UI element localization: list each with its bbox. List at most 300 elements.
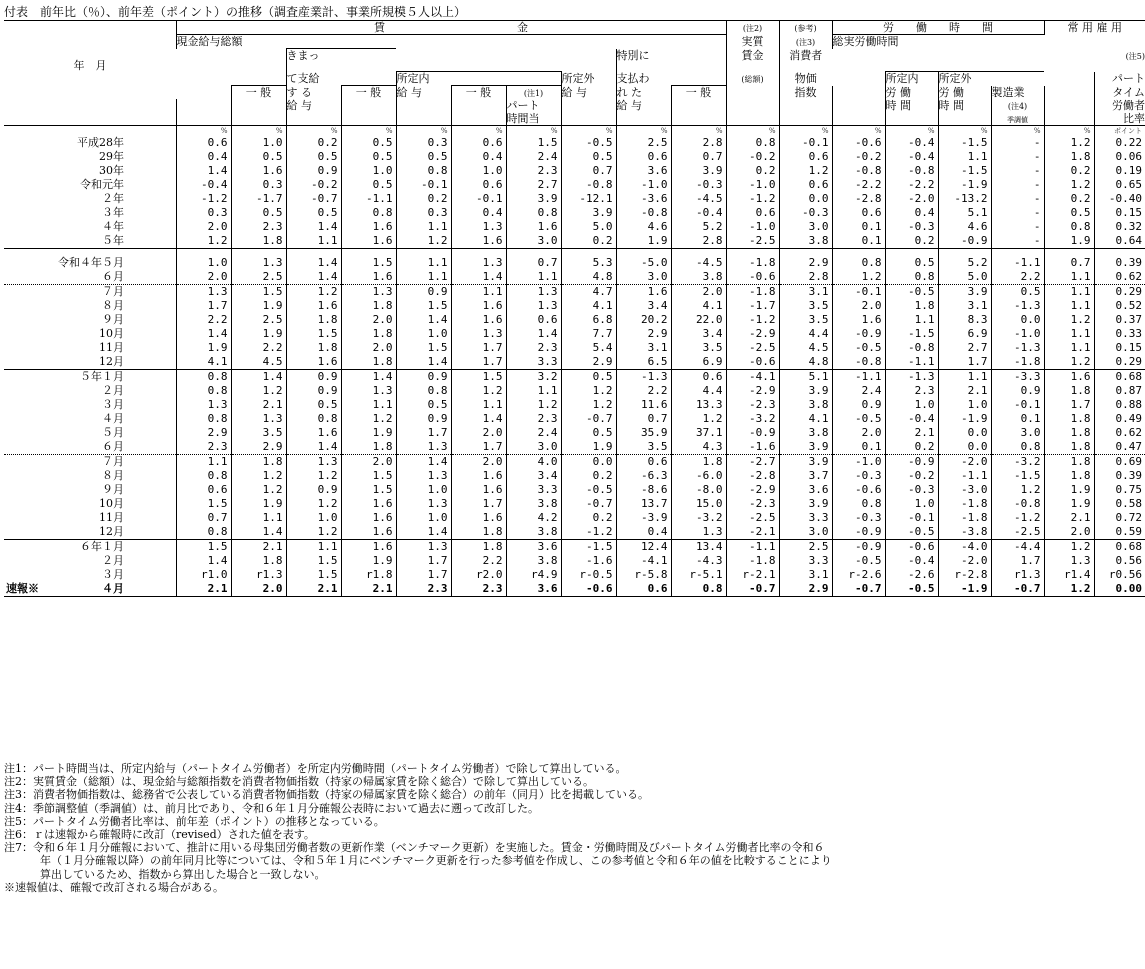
value-cell: 0.8 <box>1044 220 1094 234</box>
value-cell: 3.1 <box>616 341 671 355</box>
value-cell: r1.8 <box>341 568 396 582</box>
value-cell: 0.8 <box>176 370 231 385</box>
value-cell: 0.65 <box>1094 178 1145 192</box>
value-cell: 0.0 <box>938 426 991 440</box>
value-cell: 0.6 <box>726 206 779 220</box>
value-cell: -1.3 <box>991 299 1044 313</box>
value-cell: r1.4 <box>1044 568 1094 582</box>
value-cell: -0.3 <box>885 220 938 234</box>
ref-label: (参考) <box>779 21 832 35</box>
row-label <box>4 164 176 178</box>
value-cell: 0.2 <box>726 164 779 178</box>
value-cell: -3.2 <box>726 412 779 426</box>
value-cell: r0.56 <box>1094 568 1145 582</box>
value-cell: 5.4 <box>561 341 616 355</box>
value-cell: 0.2 <box>396 192 451 206</box>
value-cell: 0.9 <box>286 370 341 385</box>
value-cell: 2.3 <box>176 440 231 455</box>
value-cell: 0.5 <box>286 206 341 220</box>
row-period: ４月 <box>102 412 124 425</box>
value-cell: 1.2 <box>671 412 726 426</box>
value-cell: 2.5 <box>779 540 832 555</box>
value-cell: -1.5 <box>938 164 991 178</box>
value-cell: -0.5 <box>832 554 885 568</box>
value-cell: -1.8 <box>726 256 779 270</box>
value-cell: 1.5 <box>396 299 451 313</box>
value-cell: 3.0 <box>506 234 561 249</box>
value-cell: 0.7 <box>671 150 726 164</box>
value-cell: 2.0 <box>341 341 396 355</box>
value-cell: 0.64 <box>1094 234 1145 249</box>
value-cell: -1.8 <box>991 355 1044 370</box>
value-cell: -0.9 <box>832 525 885 540</box>
value-cell: -1.6 <box>561 554 616 568</box>
value-cell: 1.3 <box>176 285 231 300</box>
unit-cell: % <box>885 126 938 137</box>
value-cell: 2.4 <box>832 384 885 398</box>
general-header-3: 一 般 <box>451 86 506 100</box>
table-row <box>4 582 1145 597</box>
value-cell: -5.0 <box>616 256 671 270</box>
value-cell: - <box>991 136 1044 150</box>
row-label <box>4 568 176 582</box>
value-cell: 0.6 <box>616 582 671 597</box>
value-cell: -8.0 <box>671 483 726 497</box>
value-cell: 0.3 <box>396 136 451 150</box>
value-cell: 1.6 <box>451 234 506 249</box>
units-row <box>4 126 1145 137</box>
value-cell: -8.6 <box>616 483 671 497</box>
value-cell: 0.5 <box>231 150 286 164</box>
seasonal-label: 季調値 <box>1007 116 1028 124</box>
row-label <box>4 150 176 164</box>
row-period: ３月 <box>102 398 124 411</box>
value-cell: 2.1 <box>1044 511 1094 525</box>
value-cell: -3.6 <box>616 192 671 206</box>
row-label <box>4 384 176 398</box>
value-cell: 1.7 <box>396 426 451 440</box>
row-period: ３月 <box>102 568 124 581</box>
value-cell: -0.8 <box>832 164 885 178</box>
value-cell: 2.3 <box>451 582 506 597</box>
value-cell: 1.2 <box>286 285 341 300</box>
value-cell: 1.8 <box>231 234 286 249</box>
value-cell: 0.4 <box>451 150 506 164</box>
row-period: 令和元年 <box>80 178 124 191</box>
row-label <box>4 136 176 150</box>
table-row <box>4 192 1145 206</box>
row-period: ７月 <box>102 285 124 298</box>
value-cell: 3.1 <box>938 299 991 313</box>
value-cell: 0.32 <box>1094 220 1145 234</box>
row-period: 11月 <box>99 511 124 524</box>
value-cell: 1.1 <box>1044 270 1094 285</box>
value-cell: 0.4 <box>451 206 506 220</box>
value-cell: -2.9 <box>726 384 779 398</box>
value-cell: 2.1 <box>176 582 231 597</box>
value-cell: 2.0 <box>341 455 396 470</box>
value-cell: 13.4 <box>671 540 726 555</box>
unit-cell: % <box>938 126 991 137</box>
value-cell: 0.52 <box>1094 299 1145 313</box>
value-cell: 2.0 <box>1044 525 1094 540</box>
row-period: ２年 <box>102 192 124 205</box>
value-cell: -12.1 <box>561 192 616 206</box>
value-cell: -0.4 <box>885 136 938 150</box>
value-cell: 1.3 <box>341 384 396 398</box>
value-cell: 1.3 <box>231 256 286 270</box>
value-cell: 1.6 <box>341 525 396 540</box>
table-row <box>4 370 1145 385</box>
value-cell: 1.3 <box>341 285 396 300</box>
table-row <box>4 554 1145 568</box>
row-period: ５月 <box>102 426 124 439</box>
value-cell: 1.5 <box>231 285 286 300</box>
value-cell: 1.1 <box>231 511 286 525</box>
value-cell: -4.3 <box>671 554 726 568</box>
value-cell: 0.5 <box>341 136 396 150</box>
value-cell: 0.8 <box>176 525 231 540</box>
value-cell: 2.3 <box>885 384 938 398</box>
value-cell: 0.06 <box>1094 150 1145 164</box>
value-cell: 0.0 <box>991 313 1044 327</box>
value-cell: -1.9 <box>938 582 991 597</box>
value-cell: 0.0 <box>938 440 991 455</box>
value-cell: 3.9 <box>779 440 832 455</box>
value-cell: 1.2 <box>1044 178 1094 192</box>
value-cell: 1.1 <box>396 270 451 285</box>
value-cell: 1.9 <box>1044 234 1094 249</box>
value-cell: -1.8 <box>726 554 779 568</box>
value-cell: 0.8 <box>341 206 396 220</box>
value-cell: 1.2 <box>1044 136 1094 150</box>
row-label <box>4 426 176 440</box>
value-cell: 1.5 <box>341 469 396 483</box>
value-cell: 1.8 <box>1044 455 1094 470</box>
value-cell: 2.0 <box>451 455 506 470</box>
total-hours-header: 総実労働時間 <box>832 35 1044 49</box>
row-label <box>4 370 176 385</box>
value-cell: 1.3 <box>176 398 231 412</box>
value-cell: 0.62 <box>1094 426 1145 440</box>
value-cell: -3.0 <box>938 483 991 497</box>
value-cell: 1.6 <box>506 220 561 234</box>
value-cell: 2.0 <box>341 313 396 327</box>
value-cell: r1.0 <box>176 568 231 582</box>
value-cell: -1.0 <box>726 178 779 192</box>
value-cell: -0.4 <box>885 150 938 164</box>
row-period: ２月 <box>102 384 124 397</box>
unit-cell: % <box>671 126 726 137</box>
value-cell: 3.6 <box>506 540 561 555</box>
table-row <box>4 355 1145 370</box>
row-period: ５年 <box>102 234 124 247</box>
row-label <box>4 540 176 555</box>
value-cell: 1.8 <box>451 525 506 540</box>
table-row <box>4 568 1145 582</box>
value-cell: 0.15 <box>1094 206 1145 220</box>
unit-cell: % <box>616 126 671 137</box>
unit-cell: % <box>779 126 832 137</box>
value-cell: -1.5 <box>938 136 991 150</box>
value-cell: -1.3 <box>885 370 938 385</box>
unit-cell: % <box>396 126 451 137</box>
value-cell: 1.2 <box>779 164 832 178</box>
value-cell: 1.1 <box>506 270 561 285</box>
value-cell: -4.1 <box>616 554 671 568</box>
value-cell: 1.0 <box>286 511 341 525</box>
value-cell: -1.1 <box>341 192 396 206</box>
labor-group-header: 労 働 時 間 <box>832 21 1044 35</box>
value-cell: 6.9 <box>938 327 991 341</box>
value-cell: -1.8 <box>938 497 991 511</box>
value-cell: 1.1 <box>451 398 506 412</box>
row-label <box>4 256 176 270</box>
value-cell: -0.6 <box>885 540 938 555</box>
value-cell: 3.4 <box>506 469 561 483</box>
value-cell: 1.2 <box>991 483 1044 497</box>
value-cell: -0.40 <box>1094 192 1145 206</box>
row-label <box>4 525 176 540</box>
value-cell: 0.8 <box>832 256 885 270</box>
value-cell: 1.7 <box>176 299 231 313</box>
value-cell: -0.5 <box>885 582 938 597</box>
unit-cell: % <box>832 126 885 137</box>
value-cell: -2.9 <box>726 483 779 497</box>
value-cell: -0.7 <box>286 192 341 206</box>
value-cell: 0.2 <box>885 440 938 455</box>
value-cell: 5.2 <box>671 220 726 234</box>
value-cell: -2.7 <box>726 455 779 470</box>
value-cell: 0.7 <box>506 256 561 270</box>
value-cell: 1.2 <box>451 384 506 398</box>
value-cell: 1.1 <box>885 313 938 327</box>
value-cell: 1.7 <box>991 554 1044 568</box>
value-cell: 0.72 <box>1094 511 1145 525</box>
value-cell: 1.4 <box>231 370 286 385</box>
value-cell: 3.9 <box>506 192 561 206</box>
value-cell: 0.5 <box>341 178 396 192</box>
value-cell: -0.8 <box>885 164 938 178</box>
value-cell: -2.0 <box>938 455 991 470</box>
value-cell: 1.0 <box>885 398 938 412</box>
value-cell: -2.5 <box>991 525 1044 540</box>
value-cell: 3.7 <box>779 469 832 483</box>
value-cell: 2.0 <box>832 299 885 313</box>
value-cell: 4.5 <box>779 341 832 355</box>
value-cell: 3.1 <box>779 285 832 300</box>
value-cell: 1.8 <box>1044 412 1094 426</box>
value-cell: 4.3 <box>671 440 726 455</box>
value-cell: -1.9 <box>938 412 991 426</box>
note5-label: (注5) <box>1125 51 1145 61</box>
value-cell: 1.2 <box>1044 582 1094 597</box>
value-cell: -0.5 <box>832 341 885 355</box>
value-cell: 0.8 <box>396 164 451 178</box>
value-cell: 2.3 <box>506 164 561 178</box>
value-cell: 0.62 <box>1094 270 1145 285</box>
value-cell: -2.5 <box>726 234 779 249</box>
emp-group-header: 常 用 雇 用 <box>1044 21 1145 35</box>
value-cell: 1.1 <box>341 398 396 412</box>
value-cell: 1.9 <box>1044 483 1094 497</box>
value-cell: -0.8 <box>832 355 885 370</box>
value-cell: 3.9 <box>779 497 832 511</box>
table-row <box>4 285 1145 300</box>
value-cell: 1.1 <box>176 455 231 470</box>
value-cell: -0.3 <box>832 511 885 525</box>
value-cell: 1.2 <box>396 234 451 249</box>
value-cell: 2.8 <box>671 234 726 249</box>
shoteigai-hours-header: 所定外 <box>938 72 991 86</box>
value-cell: 2.1 <box>341 582 396 597</box>
row-period: ８月 <box>102 469 124 482</box>
note-6: 注6：ｒは速報から確報時に改訂（revised）された値を表す。 <box>4 828 315 842</box>
value-cell: 1.6 <box>341 511 396 525</box>
value-cell: r-5.8 <box>616 568 671 582</box>
value-cell: 0.8 <box>885 270 938 285</box>
value-cell: r-2.6 <box>832 568 885 582</box>
value-cell: 3.3 <box>779 554 832 568</box>
value-cell: 1.5 <box>341 256 396 270</box>
value-cell: 1.4 <box>286 270 341 285</box>
value-cell: 2.7 <box>506 178 561 192</box>
value-cell: 7.7 <box>561 327 616 341</box>
value-cell: -1.5 <box>885 327 938 341</box>
value-cell: 1.7 <box>451 341 506 355</box>
value-cell: 0.29 <box>1094 355 1145 370</box>
value-cell: 1.6 <box>832 313 885 327</box>
value-cell: 2.0 <box>451 426 506 440</box>
value-cell: 1.1 <box>938 150 991 164</box>
value-cell: 13.7 <box>616 497 671 511</box>
value-cell: -0.4 <box>176 178 231 192</box>
value-cell: -0.4 <box>885 412 938 426</box>
row-period: 29年 <box>99 150 124 163</box>
value-cell: 2.5 <box>231 270 286 285</box>
value-cell: 0.69 <box>1094 455 1145 470</box>
value-cell: 2.3 <box>506 412 561 426</box>
value-cell: 1.1 <box>1044 341 1094 355</box>
value-cell: 1.6 <box>341 234 396 249</box>
value-cell: 1.2 <box>832 270 885 285</box>
value-cell: 1.4 <box>286 256 341 270</box>
value-cell: 0.8 <box>506 206 561 220</box>
value-cell: -2.1 <box>726 525 779 540</box>
table-row <box>4 206 1145 220</box>
value-cell: 0.3 <box>396 206 451 220</box>
value-cell: 1.8 <box>885 299 938 313</box>
value-cell: -4.5 <box>671 256 726 270</box>
row-period: ５年１月 <box>80 370 124 383</box>
value-cell: 1.6 <box>341 220 396 234</box>
value-cell: 1.6 <box>286 426 341 440</box>
value-cell: 1.2 <box>231 469 286 483</box>
value-cell: 1.0 <box>451 164 506 178</box>
value-cell: -1.5 <box>561 540 616 555</box>
value-cell: 5.1 <box>938 206 991 220</box>
row-period: ６月 <box>102 270 124 283</box>
value-cell: 6.9 <box>671 355 726 370</box>
value-cell: 0.7 <box>616 412 671 426</box>
value-cell: -0.5 <box>561 136 616 150</box>
value-cell: 0.2 <box>1044 192 1094 206</box>
value-cell: 1.6 <box>616 285 671 300</box>
row-label <box>4 511 176 525</box>
value-cell: 1.8 <box>286 313 341 327</box>
value-cell: 3.5 <box>779 299 832 313</box>
value-cell: 0.22 <box>1094 136 1145 150</box>
value-cell: 1.0 <box>231 136 286 150</box>
value-cell: -2.0 <box>885 192 938 206</box>
value-cell: r4.9 <box>506 568 561 582</box>
value-cell: 0.6 <box>671 370 726 385</box>
value-cell: 20.2 <box>616 313 671 327</box>
unit-cell: % <box>231 126 286 137</box>
value-cell: -0.7 <box>561 412 616 426</box>
value-cell: 1.2 <box>286 497 341 511</box>
value-cell: 1.2 <box>1044 355 1094 370</box>
value-cell: 1.7 <box>396 568 451 582</box>
value-cell: 0.15 <box>1094 341 1145 355</box>
value-cell: r2.0 <box>451 568 506 582</box>
row-label <box>4 327 176 341</box>
value-cell: -6.3 <box>616 469 671 483</box>
unit-cell: % <box>176 126 231 137</box>
value-cell: 1.0 <box>938 398 991 412</box>
unit-cell: % <box>1044 126 1094 137</box>
value-cell: -1.5 <box>991 469 1044 483</box>
value-cell: 0.5 <box>396 398 451 412</box>
value-cell: 0.6 <box>779 178 832 192</box>
row-period: ４年 <box>102 220 124 233</box>
value-cell: 4.1 <box>671 299 726 313</box>
value-cell: 1.8 <box>341 355 396 370</box>
table-row <box>4 497 1145 511</box>
value-cell: -0.1 <box>779 136 832 150</box>
value-cell: -0.5 <box>885 525 938 540</box>
value-cell: 3.5 <box>671 341 726 355</box>
value-cell: -0.9 <box>885 455 938 470</box>
value-cell: 5.1 <box>779 370 832 385</box>
row-period: ９月 <box>102 313 124 326</box>
value-cell: 1.5 <box>286 554 341 568</box>
value-cell: -1.8 <box>938 511 991 525</box>
unit-cell: % <box>286 126 341 137</box>
value-cell: 0.0 <box>779 192 832 206</box>
value-cell: 1.4 <box>176 554 231 568</box>
value-cell: 1.6 <box>341 497 396 511</box>
value-cell: 0.2 <box>286 136 341 150</box>
value-cell: 3.8 <box>506 497 561 511</box>
value-cell: -1.8 <box>726 285 779 300</box>
value-cell: 0.5 <box>341 150 396 164</box>
table-row <box>4 327 1145 341</box>
value-cell: 0.1 <box>832 234 885 249</box>
value-cell: 1.4 <box>286 440 341 455</box>
value-cell: 0.8 <box>396 384 451 398</box>
value-cell: 8.3 <box>938 313 991 327</box>
tokubetsu-header: 特別に <box>616 49 726 72</box>
value-cell: 2.8 <box>779 270 832 285</box>
value-cell: -0.3 <box>885 483 938 497</box>
value-cell: -2.2 <box>885 178 938 192</box>
unit-cell: % <box>451 126 506 137</box>
value-cell: 0.9 <box>396 285 451 300</box>
row-period: ８月 <box>102 299 124 312</box>
value-cell: 1.2 <box>561 398 616 412</box>
value-cell: 2.0 <box>671 285 726 300</box>
